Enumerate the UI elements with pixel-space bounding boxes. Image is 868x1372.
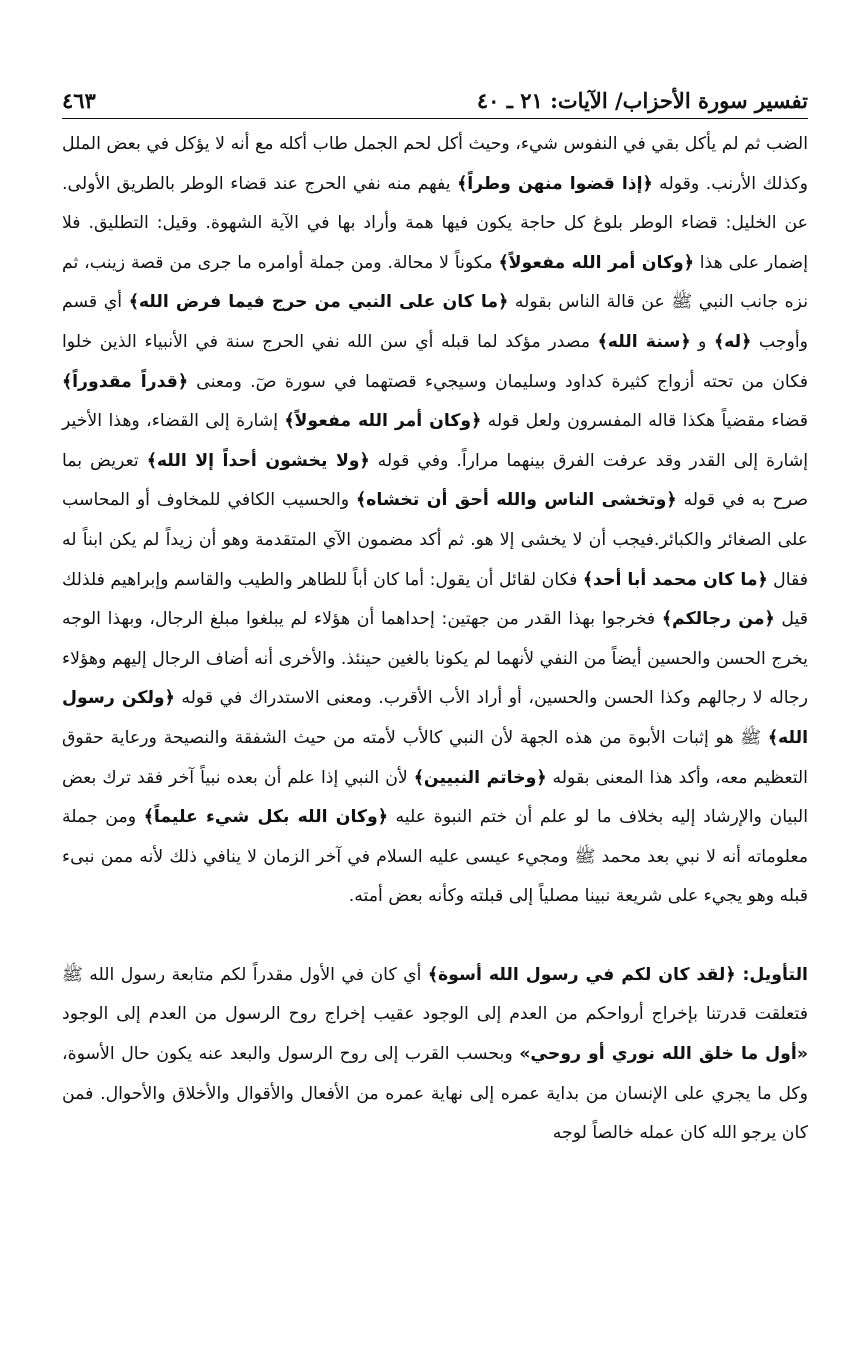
quoted-verse: ﴿ولكن رسول الله﴾ [62,688,808,748]
text-run: يفهم منه نفي الحرج عند قضاء الوطر بالطريق الأولى. عن الخليل: قضاء الوطر بلوغ كل حاجة يكون فيها همة وأراد بها في الآية الشهوة. وقيل: التطليق. فلا إضمار على هذا [62,173,808,273]
text-run: تعريض بما صرح به في قوله [62,450,809,511]
quoted-verse: ﴿من رجالكم﴾ [661,609,775,630]
text-run: إشارة إلى القضاء، وهذا الأخير إشارة إلى القدر وقد عرفت الفرق بينهما مراراً. وفي قوله [62,411,809,471]
interpretation-paragraph [62,956,808,1154]
text-run: فكان لقائل أن يقول: أما كان أباً للطاهر والطيب والقاسم وإبراهيم فلذلك قيل [62,569,808,630]
text-run: وبحسب القرب إلى روح الرسول والبعد عنه يكون حال الأسوة، وكل ما يجري على الإنسان من بداية عمره إلى نهاية عمره من الأفعال والأقوال والأخلاق والأحوال. فمن كان يرجو الله كان عمله خالصاً لوجه [62,1044,808,1144]
text-run: والحسيب الكافي للمخاوف أو المحاسب على الصغائر والكبائر.فيجب أن لا يخشى إلا هو. ثم أكد مضمون الآي المتقدمة وهو أن زيداً لم يكن ابناً له فقال [62,490,808,590]
quoted-verse: ﴿ولا يخشون أحداً إلا الله﴾ [146,450,370,471]
text-run: مصدر مؤكد لما قبله أي سن الله نفي الحرج سنة في الأنبياء الذين خلوا فكان من تحته أزواج كثيرة كداود وسليمان وسيجيء قصتهما في سورة صٓ. ومعنى [62,331,808,392]
text-run: ومن جملة معلوماته أنه لا نبي بعد محمد ﷺ ومجيء عيسى عليه السلام في آخر الزمان لا ينافي ذلك لأنه ممن نبىء قبله وهو يجيء على شريعة نبينا مصلياً إلى قبلته وكأنه بعض أمته. [62,807,808,907]
text-run: مكوناً لا محالة. ومن جملة أوامره ما جرى من قصة زينب، ثم نزه جانب النبي ﷺ عن قالة الناس بقوله [62,252,809,313]
quoted-verse: ﴿ما كان على النبي من حرج فيما فرض الله﴾ [128,292,509,313]
quoted-verse: ﴿قدراً مقدوراً﴾ [62,371,188,392]
quoted-verse: ﴿وكان الله بكل شيء عليماً﴾ [143,807,388,828]
quoted-verse: التأويل: [735,964,808,985]
quoted-verse: «أول ما خلق الله نوري أو روحي» [519,1044,808,1065]
quoted-verse: ﴿له﴾ [714,331,752,352]
text-run: قضاء مقضياً هكذا قاله المفسرون ولعل قوله [481,411,808,432]
quoted-verse: ﴿سنة الله﴾ [597,331,691,352]
running-title: تفسير سورة الأحزاب/ الآيات: ٢١ ـ ٤٠ [476,88,808,113]
page-header [62,78,808,119]
commentary-paragraph [62,125,808,917]
text-run: الضب ثم لم يأكل بقي في النفوس شيء، وحيث أكل لحم الجمل طاب أكله مع أنه لا يؤكل في بعض الملل وكذلك الأرنب. وقوله [62,134,808,194]
text-run: أي كان في الأول مقدراً لكم متابعة رسول الله ﷺ فتعلقت قدرتنا بإخراج أرواحكم من العدم إلى الوجود عقيب إخراج روح الرسول من العدم إلى الوجود [62,964,808,1025]
text-run: و [690,331,715,352]
quoted-verse: ﴿إذا قضوا منهن وطراً﴾ [457,173,653,194]
quoted-verse: ﴿وخاتم النبيين﴾ [413,767,547,788]
text-run: لأن النبي إذا علم أن بعده نبياً آخر فقد ترك بعض البيان والإرشاد إليه بخلاف ما لو علم أن ختم النبوة عليه [62,767,808,828]
quoted-verse: ﴿ما كان محمد أبا أحد﴾ [582,569,768,590]
text-run: فخرجوا بهذا القدر من جهتين: إحداهما أن هؤلاء لم يبلغوا مبلغ الرجال، وبهذا الوجه يخرج الحسن والحسين أيضاً من النفي لأنهما لم يكونا بالغين حينئذ. والأخرى أنه أضاف الرجال إليهم وهؤلاء رجاله لا رجالهم وكذا الحسن والحسين، أو أراد الأب الأقرب. ومعنى الاستدراك في قوله [62,609,809,709]
text-run: ﷺ هو إثبات الأبوة من هذه الجهة لأن النبي كالأب لأمته من حيث الشفقة والنصيحة ورعاية حقوق التعظيم معه، وأكد هذا المعنى بقوله [62,727,808,788]
book-page [62,78,808,1348]
text-run: أي قسم وأوجب [62,292,808,352]
page-number: ٤٦٣ [62,88,96,113]
quoted-verse: ﴿وكان أمر الله مفعولاً﴾ [284,411,482,432]
quoted-verse: ﴿وتخشى الناس والله أحق أن تخشاه﴾ [356,490,677,511]
quoted-verse: ﴿لقد كان لكم في رسول الله أسوة﴾ [427,964,736,985]
page-body [62,125,808,1154]
quoted-verse: ﴿وكان أمر الله مفعولاً﴾ [498,252,694,273]
